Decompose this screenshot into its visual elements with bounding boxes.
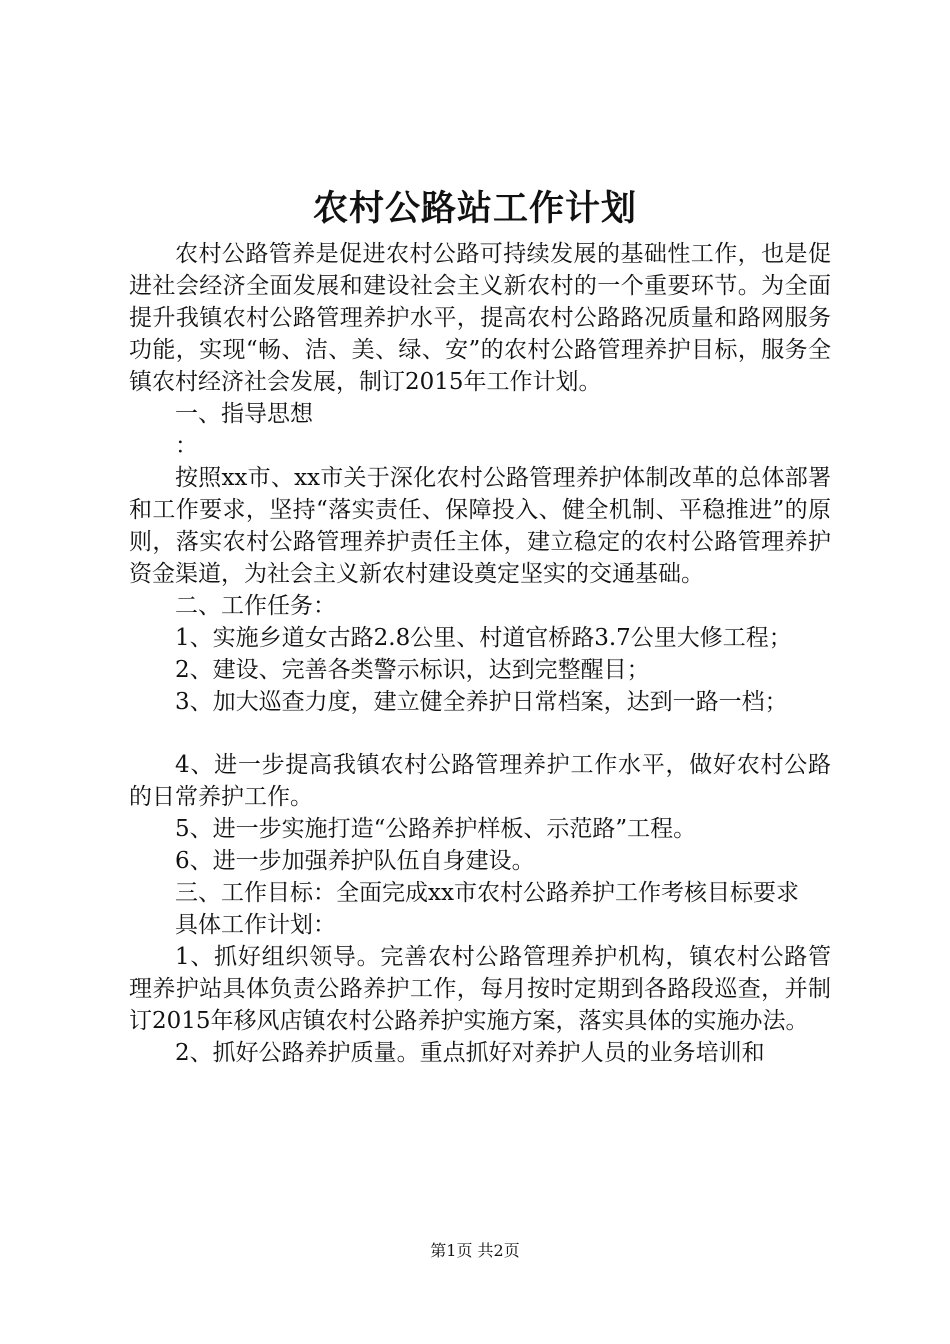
document-title: 农村公路站工作计划 — [312, 188, 637, 229]
list-item-task-2: 2、建设、完善各类警示标识，达到完整醒目； — [175, 657, 650, 683]
list-item-task-4: 4、进一步提高我镇农村公路管理养护工作水平，做好农村公路的日常养护工作。 — [129, 752, 831, 810]
list-item-task-5: 5、进一步实施打造“公路养护样板、示范路”工程。 — [175, 816, 697, 842]
heading-work-goals: 三、工作目标：全面完成xx市农村公路养护工作考核目标要求 — [175, 880, 799, 906]
list-item-plan-2: 2、抓好公路养护质量。重点抓好对养护人员的业务培训和 — [175, 1040, 765, 1066]
list-item-task-1: 1、实施乡道女古路2.8公里、村道官桥路3.7公里大修工程； — [175, 625, 792, 651]
paragraph-colon: ： — [175, 433, 198, 459]
list-item-task-6: 6、进一步加强养护队伍自身建设。 — [175, 848, 535, 874]
document-body — [129, 238, 831, 1069]
page-indicator: 第1页 共2页 — [430, 1241, 520, 1260]
heading-work-tasks: 二、工作任务： — [175, 593, 336, 619]
heading-guiding-ideology: 一、指导思想 — [175, 401, 313, 427]
heading-specific-plan: 具体工作计划： — [175, 912, 336, 938]
paragraph-intro: 农村公路管养是促进农村公路可持续发展的基础性工作，也是促进社会经济全面发展和建设社会主义新农村的一个重要环节。为全面提升我镇农村公路管理养护水平，提高农村公路路况质量和路网服务功能，实现“畅、洁、美、绿、安”的农村公路管理养护目标，服务全镇农村经济社会发展，制订2015年工作计划。 — [129, 241, 831, 395]
paragraph-guiding-content: 按照xx市、xx市关于深化农村公路管理养护体制改革的总体部署和工作要求，坚持“落实责任、保障投入、健全机制、平稳推进”的原则，落实农村公路管理养护责任主体，建立稳定的农村公路管理养护资金渠道，为社会主义新农村建设奠定坚实的交通基础。 — [129, 465, 831, 587]
list-item-plan-1: 1、抓好组织领导。完善农村公路管理养护机构，镇农村公路管理养护站具体负责公路养护工作，每月按时定期到各路段巡查，并制订2015年移风店镇农村公路养护实施方案，落实具体的实施办法。 — [129, 944, 831, 1034]
list-item-task-3: 3、加大巡查力度，建立健全养护日常档案，达到一路一档； — [175, 689, 788, 715]
